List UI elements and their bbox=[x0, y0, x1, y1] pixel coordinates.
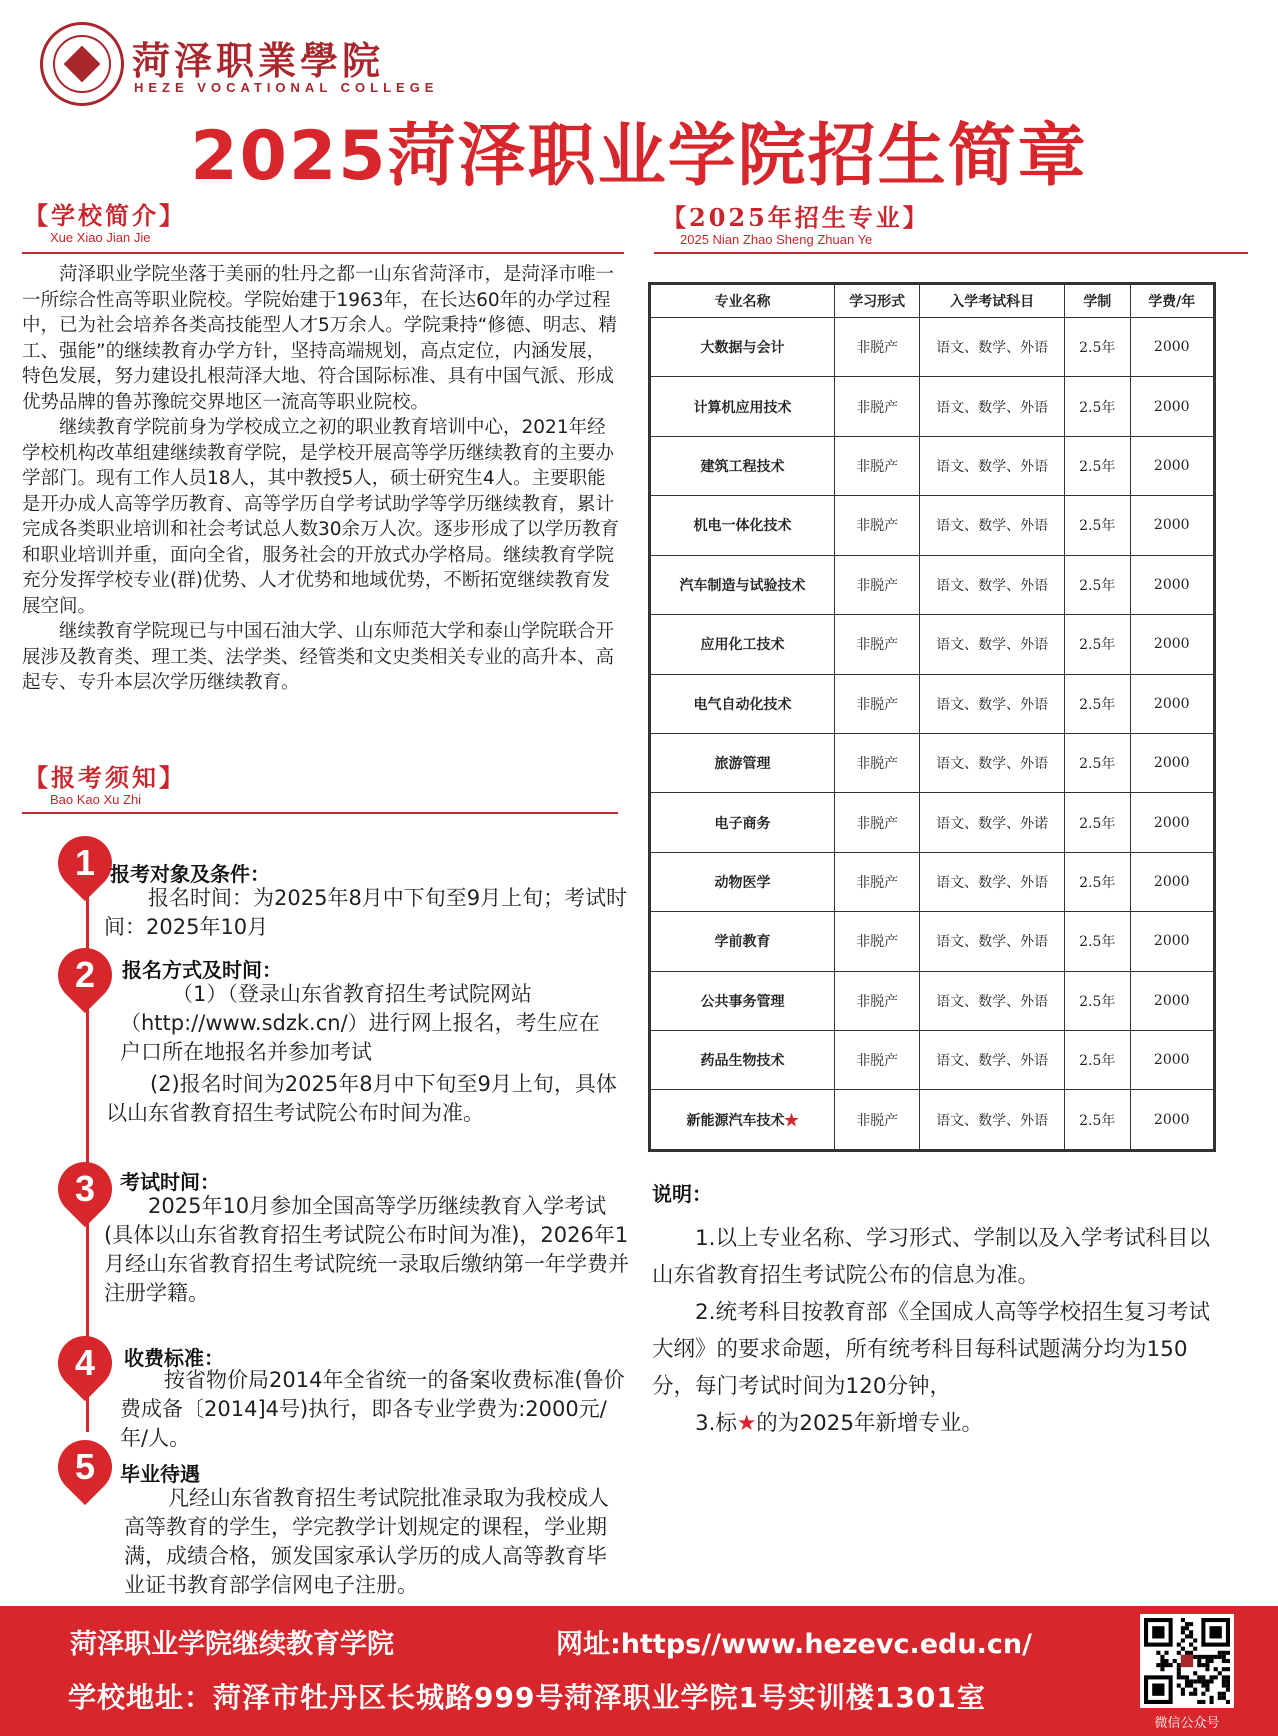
col-header-major: 专业名称 bbox=[651, 285, 835, 318]
table-row bbox=[651, 615, 1214, 674]
intro-section-title: 【学校简介】 bbox=[24, 201, 186, 230]
cell-study-mode: 非脱产 bbox=[835, 615, 920, 674]
cell-study-mode: 非脱产 bbox=[835, 436, 920, 495]
cell-tuition: 2000 bbox=[1130, 1031, 1214, 1090]
cell-duration: 2.5年 bbox=[1064, 1031, 1130, 1090]
table-row bbox=[651, 318, 1214, 377]
cell-study-mode: 非脱产 bbox=[835, 1090, 920, 1150]
cell-exam-subjects: 语文、数学、外语 bbox=[920, 496, 1065, 555]
step-body: 凡经山东省教育招生考试院批准录取为我校成人高等教育的学生，学完教学计划规定的课程，学业期满，成绩合格，颁发国家承认学历的成人高等教育毕业证书教育部学信网电子注册。 bbox=[124, 1486, 609, 1597]
step-number: 5 bbox=[74, 1446, 96, 1487]
table-row bbox=[651, 793, 1214, 852]
note-item: 3.标★的为2025年新增专业。 bbox=[695, 1411, 984, 1436]
cell-tuition: 2000 bbox=[1130, 793, 1214, 852]
cell-duration: 2.5年 bbox=[1064, 674, 1130, 733]
cell-major-name: 计算机应用技术 bbox=[651, 377, 835, 436]
notice-section-pinyin: Bao Kao Xu Zhi bbox=[50, 792, 142, 807]
cell-study-mode: 非脱产 bbox=[835, 733, 920, 792]
college-seal-logo bbox=[40, 22, 124, 106]
footer-department: 菏泽职业学院继续教育学院 bbox=[70, 1629, 394, 1660]
cell-tuition: 2000 bbox=[1130, 733, 1214, 792]
table-row bbox=[651, 1090, 1214, 1150]
cell-study-mode: 非脱产 bbox=[835, 496, 920, 555]
majors-section-pinyin: 2025 Nian Zhao Sheng Zhuan Ye bbox=[680, 232, 873, 247]
new-major-star-icon: ★ bbox=[737, 1411, 757, 1436]
cell-duration: 2.5年 bbox=[1064, 733, 1130, 792]
cell-study-mode: 非脱产 bbox=[835, 852, 920, 911]
section-divider bbox=[654, 252, 1248, 254]
cell-duration: 2.5年 bbox=[1064, 436, 1130, 495]
cell-study-mode: 非脱产 bbox=[835, 555, 920, 614]
cell-tuition: 2000 bbox=[1130, 852, 1214, 911]
cell-major-name: 建筑工程技术 bbox=[651, 436, 835, 495]
step-title: 收费标准： bbox=[124, 1346, 224, 1370]
qr-caption: 微信公众号 bbox=[1154, 1716, 1220, 1731]
cell-exam-subjects: 语文、数学、外语 bbox=[920, 1090, 1065, 1150]
intro-paragraph: 继续教育学院现已与中国石油大学、山东师范大学和泰山学院联合开展涉及教育类、理工类、法学类、经管类和文史类相关专业的高升本、高起专、专升本层次学历继续教育。 bbox=[22, 621, 615, 693]
cell-duration: 2.5年 bbox=[1064, 793, 1130, 852]
intro-section-pinyin: Xue Xiao Jian Jie bbox=[50, 230, 151, 245]
intro-paragraph: 菏泽职业学院坐落于美丽的牡丹之都一山东省菏泽市，是菏泽市唯一一所综合性高等职业院校。学院始建于1963年，在长达60年的办学过程中，已为社会培养各类高技能型人才5万余人。学院秉持“修德、明志、精工、强能”的继续教育办学方针，坚持高端规划，高点定位，内涵发展，特色发展，努力建设扎根菏泽大地、符合国际标准、具有中国气派、形成优势品牌的鲁苏豫皖交界地区一流高等职业院校。 bbox=[22, 264, 617, 413]
section-divider bbox=[22, 812, 618, 814]
cell-major-name: 汽车制造与试验技术 bbox=[651, 555, 835, 614]
step-body: 2025年10月参加全国高等学历继续教育入学考试(具体以山东省教育招生考试院公布时间为准)，2026年1月经山东省教育招生考试院统一录取后缴纳第一年学费并注册学籍。 bbox=[104, 1194, 629, 1305]
cell-major-name: 电子商务 bbox=[651, 793, 835, 852]
cell-major-name: 新能源汽车技术★ bbox=[651, 1090, 835, 1150]
cell-tuition: 2000 bbox=[1130, 971, 1214, 1030]
cell-study-mode: 非脱产 bbox=[835, 1031, 920, 1090]
cell-major-name: 应用化工技术 bbox=[651, 615, 835, 674]
cell-major-name: 电气自动化技术 bbox=[651, 674, 835, 733]
majors-section-title: 【2025年招生专业】 bbox=[662, 203, 930, 232]
cell-exam-subjects: 语文、数学、外语 bbox=[920, 436, 1065, 495]
note-item: 1.以上专业名称、学习形式、学制以及入学考试科目以山东省教育招生考试院公布的信息为准。 bbox=[652, 1226, 1211, 1288]
table-row bbox=[651, 971, 1214, 1030]
cell-study-mode: 非脱产 bbox=[835, 912, 920, 971]
cell-duration: 2.5年 bbox=[1064, 496, 1130, 555]
step-number: 3 bbox=[74, 1168, 96, 1209]
cell-major-name: 动物医学 bbox=[651, 852, 835, 911]
table-row bbox=[651, 912, 1214, 971]
cell-study-mode: 非脱产 bbox=[835, 793, 920, 852]
step-body: （1）（登录山东省教育招生考试院网站（http://www.sdzk.cn/）进行网上报名，考生应在户口所在地报名并参加考试 bbox=[120, 982, 600, 1064]
cell-tuition: 2000 bbox=[1130, 496, 1214, 555]
table-header-row bbox=[651, 285, 1214, 318]
cell-study-mode: 非脱产 bbox=[835, 971, 920, 1030]
cell-study-mode: 非脱产 bbox=[835, 674, 920, 733]
cell-exam-subjects: 语文、数学、外语 bbox=[920, 971, 1065, 1030]
cell-tuition: 2000 bbox=[1130, 615, 1214, 674]
cell-exam-subjects: 语文、数学、外语 bbox=[920, 555, 1065, 614]
cell-exam-subjects: 语文、数学、外诺 bbox=[920, 793, 1065, 852]
step-title: 报名方式及时间： bbox=[122, 958, 282, 982]
table-row bbox=[651, 674, 1214, 733]
col-header-exam-subjects: 入学考试科目 bbox=[920, 285, 1065, 318]
notice-section-title: 【报考须知】 bbox=[24, 763, 186, 792]
table-row bbox=[651, 733, 1214, 792]
section-divider bbox=[22, 252, 624, 254]
page-title: 2025菏泽职业学院招生简章 bbox=[190, 117, 1088, 196]
cell-duration: 2.5年 bbox=[1064, 555, 1130, 614]
cell-major-name: 学前教育 bbox=[651, 912, 835, 971]
cell-exam-subjects: 语文、数学、外语 bbox=[920, 852, 1065, 911]
table-row bbox=[651, 436, 1214, 495]
table-row bbox=[651, 852, 1214, 911]
footer-address: 学校地址：菏泽市牡丹区长城路999号菏泽职业学院1号实训楼1301室 bbox=[68, 1681, 986, 1714]
cell-major-name: 机电一体化技术 bbox=[651, 496, 835, 555]
step-title: 毕业待遇 bbox=[120, 1462, 200, 1486]
cell-duration: 2.5年 bbox=[1064, 852, 1130, 911]
step-title: 报考对象及条件： bbox=[110, 862, 270, 886]
intro-paragraph: 继续教育学院前身为学校成立之初的职业教育培训中心，2021年经学校机构改革组建继续教育学院，是学校开展高等学历继续教育的主要办学部门。现有工作人员18人，其中教授5人，硕士研究生4人。主要职能是开办成人高等学历教育、高等学历自学考试助学等学历继续教育，累计完成各类职业培训和社会考试总人数30余万人次。逐步形成了以学历教育和职业培训并重，面向全省，服务社会的开放式办学格局。继续教育学院充分发挥学校专业(群)优势、人才优势和地域优势，不断拓宽继续教育发展空间。 bbox=[22, 417, 620, 617]
table-row bbox=[651, 377, 1214, 436]
cell-study-mode: 非脱产 bbox=[835, 377, 920, 436]
footer-website-link[interactable]: 网址:https//www.hezevc.edu.cn/ bbox=[556, 1629, 1032, 1660]
step-number: 4 bbox=[74, 1342, 96, 1383]
cell-major-name: 大数据与会计 bbox=[651, 318, 835, 377]
table-row bbox=[651, 555, 1214, 614]
intro-text bbox=[22, 262, 622, 696]
cell-duration: 2.5年 bbox=[1064, 1090, 1130, 1150]
cell-exam-subjects: 语文、数学、外语 bbox=[920, 912, 1065, 971]
cell-tuition: 2000 bbox=[1130, 912, 1214, 971]
cell-tuition: 2000 bbox=[1130, 1090, 1214, 1150]
cell-exam-subjects: 语文、数学、外语 bbox=[920, 615, 1065, 674]
cell-major-name: 公共事务管理 bbox=[651, 971, 835, 1030]
cell-tuition: 2000 bbox=[1130, 318, 1214, 377]
step-title: 考试时间： bbox=[120, 1170, 220, 1194]
cell-study-mode: 非脱产 bbox=[835, 318, 920, 377]
cell-tuition: 2000 bbox=[1130, 436, 1214, 495]
col-header-tuition: 学费/年 bbox=[1130, 285, 1214, 318]
cell-duration: 2.5年 bbox=[1064, 912, 1130, 971]
logo-english-name: HEZE VOCATIONAL COLLEGE bbox=[134, 80, 439, 95]
notes-text bbox=[652, 1220, 1212, 1442]
cell-tuition: 2000 bbox=[1130, 674, 1214, 733]
cell-exam-subjects: 语文、数学、外语 bbox=[920, 318, 1065, 377]
cell-exam-subjects: 语文、数学、外语 bbox=[920, 1031, 1065, 1090]
table-row bbox=[651, 496, 1214, 555]
cell-exam-subjects: 语文、数学、外语 bbox=[920, 733, 1065, 792]
step-body: (2)报名时间为2025年8月中下旬至9月上旬，具体以山东省教育招生考试院公布时间为准。 bbox=[106, 1072, 617, 1125]
cell-tuition: 2000 bbox=[1130, 555, 1214, 614]
step-body: 报名时间：为2025年8月中下旬至9月上旬；考试时间：2025年10月 bbox=[104, 886, 628, 939]
wechat-qr-code bbox=[1140, 1614, 1234, 1708]
step-body: 按省物价局2014年全省统一的备案收费标准(鲁价费成备〔2014]4号)执行，即各专业学费为:2000元/年/人。 bbox=[120, 1368, 625, 1450]
cell-exam-subjects: 语文、数学、外语 bbox=[920, 377, 1065, 436]
cell-major-name: 药品生物技术 bbox=[651, 1031, 835, 1090]
cell-major-name: 旅游管理 bbox=[651, 733, 835, 792]
logo-chinese-name: 菏泽职業學院 bbox=[132, 38, 385, 83]
majors-table bbox=[648, 282, 1216, 1152]
col-header-study-mode: 学习形式 bbox=[835, 285, 920, 318]
step-number: 2 bbox=[74, 954, 96, 995]
step-number: 1 bbox=[74, 842, 96, 883]
new-major-star-icon: ★ bbox=[784, 1112, 799, 1129]
col-header-duration: 学制 bbox=[1064, 285, 1130, 318]
notes-title: 说明： bbox=[652, 1182, 712, 1206]
cell-tuition: 2000 bbox=[1130, 377, 1214, 436]
cell-exam-subjects: 语文、数学、外语 bbox=[920, 674, 1065, 733]
cell-duration: 2.5年 bbox=[1064, 971, 1130, 1030]
cell-duration: 2.5年 bbox=[1064, 377, 1130, 436]
cell-duration: 2.5年 bbox=[1064, 318, 1130, 377]
note-item: 2.统考科目按教育部《全国成人高等学校招生复习考试大纲》的要求命题，所有统考科目每科试题满分均为150分，每门考试时间为120分钟， bbox=[652, 1300, 1211, 1399]
table-row bbox=[651, 1031, 1214, 1090]
cell-duration: 2.5年 bbox=[1064, 615, 1130, 674]
